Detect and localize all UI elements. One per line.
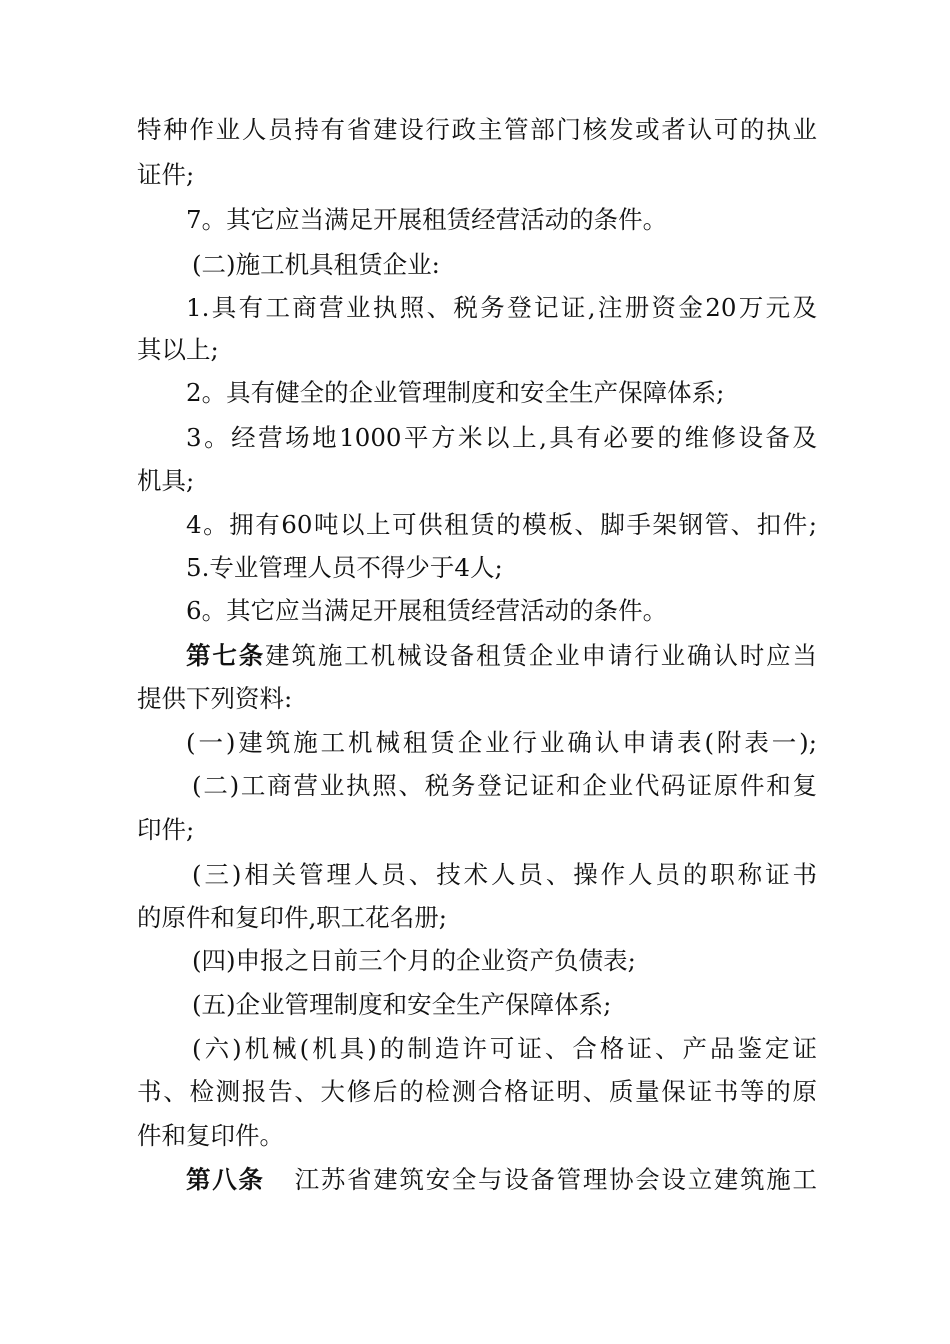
text-line: (三)相关管理人员、技术人员、操作人员的职称证书 [192,860,817,889]
text-line: 机具; [137,466,195,495]
text-line: 3。经营场地1000平方米以上,具有必要的维修设备及 [186,423,817,452]
text-line: 提供下列资料: [137,684,293,713]
text-line: (四)申报之日前三个月的企业资产负债表; [192,946,636,975]
article-8-label: 第八条 [186,1165,265,1194]
text-line: 证件; [137,160,195,189]
text-line: 5.专业管理人员不得少于4人; [186,553,503,582]
article-7-label: 第七条 [186,641,266,670]
text-line: 书、检测报告、大修后的检测合格证明、质量保证书等的原 [137,1077,817,1106]
text-line: 7。其它应当满足开展租赁经营活动的条件。 [186,205,668,234]
text-line: 4。拥有60吨以上可供租赁的模板、脚手架钢管、扣件; [186,510,817,539]
text-line: (二)工商营业执照、税务登记证和企业代码证原件和复 [192,771,817,800]
text-line: 的原件和复印件,职工花名册; [137,903,448,932]
text-line: 6。其它应当满足开展租赁经营活动的条件。 [186,596,668,625]
text-line: (五)企业管理制度和安全生产保障体系; [192,990,612,1019]
text-line: 2。具有健全的企业管理制度和安全生产保障体系; [186,378,725,407]
article-8-text: 江苏省建筑安全与设备管理协会设立建筑施工 [294,1165,817,1194]
article-8-heading [186,1160,817,1200]
article-7-text: 建筑施工机械设备租赁企业申请行业确认时应当 [265,641,817,670]
text-line: (一)建筑施工机械租赁企业行业确认申请表(附表一); [186,728,817,757]
text-line: (二)施工机具租赁企业: [192,250,440,279]
text-line: 印件; [137,815,195,844]
text-line: (六)机械(机具)的制造许可证、合格证、产品鉴定证 [192,1034,817,1063]
text-line: 件和复印件。 [137,1121,284,1150]
text-line: 特种作业人员持有省建设行政主管部门核发或者认可的执业 [137,115,817,144]
article-7-heading [186,636,817,676]
text-line: 1.具有工商营业执照、税务登记证,注册资金20万元及 [186,293,817,322]
text-line: 其以上; [137,335,219,364]
